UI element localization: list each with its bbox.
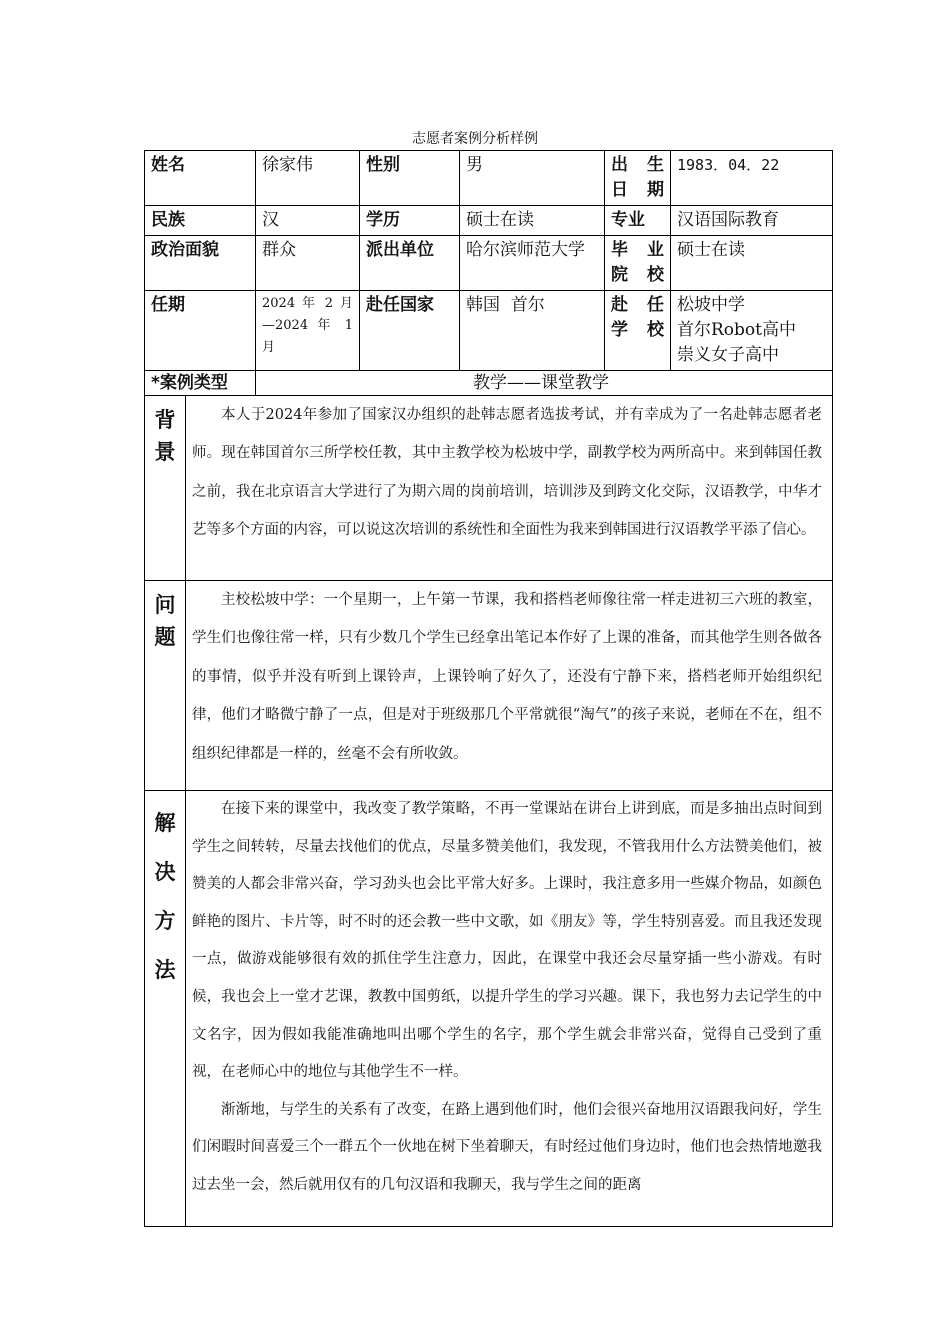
row-name <box>145 151 833 206</box>
dispatch-label: 派出单位 <box>360 236 460 291</box>
major-value: 汉语国际教育 <box>671 206 833 236</box>
gender-value: 男 <box>460 151 605 206</box>
major-label: 专业 <box>605 206 671 236</box>
case-form-table <box>144 150 833 1227</box>
school-list <box>671 291 833 371</box>
problem-body <box>186 581 833 791</box>
school-label: 赴 任 学 校 <box>605 291 671 371</box>
term-value: 2024 年 2 月—2024 年 1 月 <box>256 291 360 371</box>
solution-paragraph: 在接下来的课堂中，我改变了教学策略，不再一堂课站在讲台上讲到底，而是多抽出点时间到学生之间转转，尽量去找他们的优点，尽量多赞美他们，我发现，不管我用什么方法赞美他们，被赞美的人都会非常兴奋，学习劲头也会比平常大好多。上课时，我注意多用一些媒介物品，如颜色鲜艳的图片、卡片等，时不时的还会教一些中文歌，如《朋友》等，学生特别喜爱。而且我还发现一点，做游戏能够很有效的抓住学生注意力，因此，在课堂中我还会尽量穿插一些小游戏。有时候，我也会上一堂才艺课，教教中国剪纸，以提升学生的学习兴趣。课下，我也努力去记学生的中文名字，因为假如我能准确地叫出哪个学生的名字，那个学生就会非常兴奋，觉得自己受到了重视，在老师心中的地位与其他学生不一样。 <box>192 801 822 1081</box>
school-item: 首尔Robot高中 <box>677 320 796 340</box>
solution-body <box>186 791 833 1227</box>
name-label: 姓名 <box>145 151 256 206</box>
problem-paragraph: 主校松坡中学：一个星期一，上午第一节课，我和搭档老师像往常一样走进初三六班的教室，学生们也像往常一样，只有少数几个学生已经拿出笔记本作好了上课的准备，而其他学生则各做各的事情，似乎并没有听到上课铃声，上课铃响了好久了，还没有宁静下来，搭档老师开始组织纪律，他们才略微宁静了一点，但是对于班级那几个平常就很“淘气”的孩子来说，老师在不在，组不组织纪律都是一样的，丝毫不会有所收敛。 <box>192 592 822 762</box>
school-item: 松坡中学 <box>677 295 745 315</box>
gender-label: 性别 <box>360 151 460 206</box>
political-label: 政治面貌 <box>145 236 256 291</box>
case-type-value: 教学——课堂教学 <box>256 371 833 396</box>
dispatch-value: 哈尔滨师范大学 <box>460 236 605 291</box>
document-title: 志愿者案例分析样例 <box>412 131 538 147</box>
solution-paragraph: 渐渐地，与学生的关系有了改变，在路上遇到他们时，他们会很兴奋地用汉语跟我问好，学生们闲暇时间喜爱三个一群五个一伙地在树下坐着聊天，有时经过他们身边时，他们也会热情地邀我过去坐一会，然后就用仅有的几句汉语和我聊天，我与学生之间的距离 <box>192 1101 822 1193</box>
section-problem <box>145 581 833 791</box>
political-value: 群众 <box>256 236 360 291</box>
background-paragraph: 本人于2024年参加了国家汉办组织的赴韩志愿者选拔考试，并有幸成为了一名赴韩志愿者老师。现在韩国首尔三所学校任教，其中主教学校为松坡中学，副教学校为两所高中。来到韩国任教之前，我在北京语言大学进行了为期六周的岗前培训，培训涉及到跨文化交际，汉语教学，中华才艺等多个方面的内容，可以说这次培训的系统性和全面性为我来到韩国进行汉语教学平添了信心。 <box>192 407 822 539</box>
row-ethnicity <box>145 206 833 236</box>
solution-label: 解 决 方 法 <box>145 791 186 1227</box>
background-body <box>186 396 833 581</box>
row-term <box>145 291 833 371</box>
background-label: 背 景 <box>145 396 186 581</box>
country-value: 韩国 首尔 <box>460 291 605 371</box>
education-label: 学历 <box>360 206 460 236</box>
name-value: 徐家伟 <box>256 151 360 206</box>
school-item: 崇义女子高中 <box>677 345 779 365</box>
ethnicity-value: 汉 <box>256 206 360 236</box>
birth-label: 出 生 日 期 <box>605 151 671 206</box>
education-value: 硕士在读 <box>460 206 605 236</box>
birth-value: 1983．04．22 <box>671 151 833 206</box>
section-background <box>145 396 833 581</box>
row-political <box>145 236 833 291</box>
grad-school-value: 硕士在读 <box>671 236 833 291</box>
country-label: 赴任国家 <box>360 291 460 371</box>
row-case-type <box>145 371 833 396</box>
case-type-label: *案例类型 <box>145 371 256 396</box>
grad-school-label: 毕 业 院 校 <box>605 236 671 291</box>
term-label: 任期 <box>145 291 256 371</box>
section-solution <box>145 791 833 1227</box>
problem-label: 问 题 <box>145 581 186 791</box>
ethnicity-label: 民族 <box>145 206 256 236</box>
